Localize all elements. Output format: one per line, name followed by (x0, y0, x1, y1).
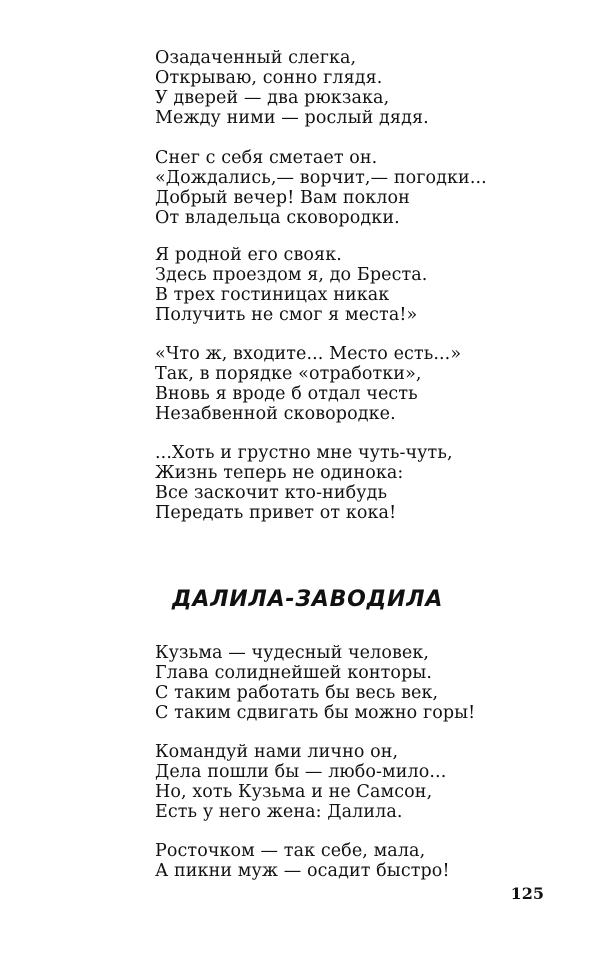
poem-line: Но, хоть Кузьма и не Самсон, (155, 782, 433, 802)
poem-line: Есть у него жена: Далила. (155, 802, 403, 822)
poem-line: Вновь я вроде б отдал честь (155, 384, 418, 404)
poem-line: Росточком — так себе, мала, (155, 841, 426, 861)
poem-continued (155, 48, 487, 543)
stanza (155, 344, 487, 424)
stanza (155, 48, 487, 128)
poem-line: Здесь проездом я, до Бреста. (155, 265, 428, 285)
poem-line: Дела пошли бы — любо-мило... (155, 762, 447, 782)
poem-line: «Что ж, входите... Место есть...» (155, 344, 462, 364)
poem-line: Так, в порядке «отработки», (155, 364, 422, 384)
stanza (155, 643, 475, 723)
poem-line: Получить не смог я места!» (155, 305, 418, 325)
poem-line: От владельца сковородки. (155, 208, 400, 228)
poem-line: «Дождались,— ворчит,— погодки... (155, 168, 487, 188)
poem-line: Передать привет от кока! (155, 503, 397, 523)
poem-line: У дверей — два рюкзака, (155, 88, 390, 108)
poem-line: Кузьма — чудесный человек, (155, 643, 430, 663)
poem-line: Все заскочит кто-нибудь (155, 483, 388, 503)
page-number: 125 (510, 884, 544, 903)
poem-dalila (155, 643, 475, 900)
poem-title: ДАЛИЛА-ЗАВОДИЛА (172, 587, 444, 612)
stanza (155, 245, 487, 325)
poem-line: Я родной его свояк. (155, 245, 342, 265)
stanza (155, 443, 487, 523)
poem-line: Между ними — рослый дядя. (155, 108, 429, 128)
poem-line: Открываю, сонно глядя. (155, 68, 383, 88)
poem-line: В трех гостиницах никак (155, 285, 390, 305)
poem-line: Жизнь теперь не одинока: (155, 463, 404, 483)
poem-line: Глава солиднейшей конторы. (155, 663, 433, 683)
stanza (155, 148, 487, 228)
poem-line: Незабвенной сковородке. (155, 404, 396, 424)
poem-line: С таким сдвигать бы можно горы! (155, 703, 476, 723)
poem-line: Озадаченный слегка, (155, 48, 357, 68)
stanza (155, 742, 475, 822)
stanza (155, 841, 475, 881)
poem-line: Добрый вечер! Вам поклон (155, 188, 410, 208)
poem-line: С таким работать бы весь век, (155, 683, 439, 703)
poem-line: А пикни муж — осадит быстро! (155, 861, 450, 881)
poem-line: ...Хоть и грустно мне чуть-чуть, (155, 443, 453, 463)
poem-line: Снег с себя сметает он. (155, 148, 378, 168)
poem-line: Командуй нами лично он, (155, 742, 399, 762)
